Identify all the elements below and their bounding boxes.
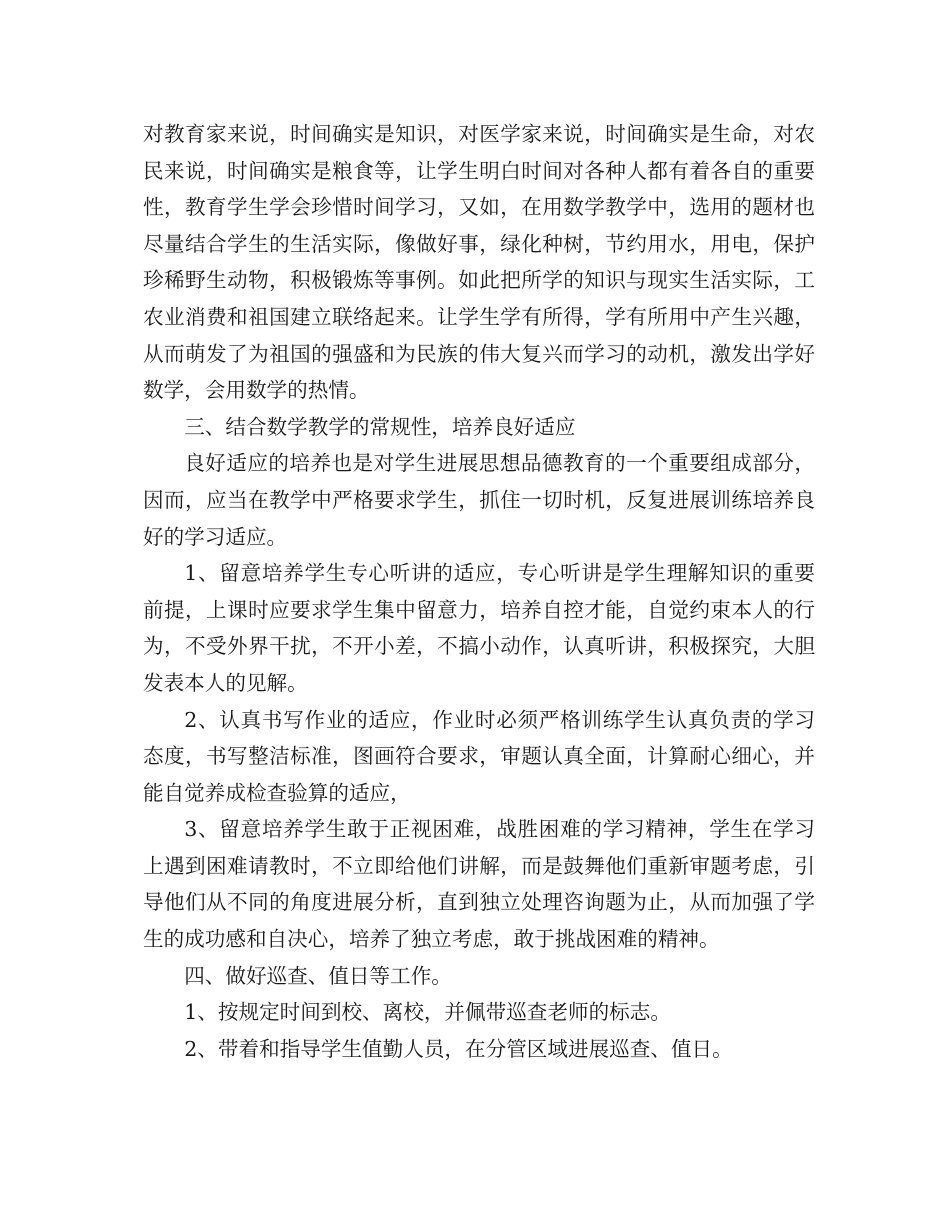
list-item-listening: 1、留意培养学生专心听讲的适应，专心听讲是学生理解知识的重要前提，上课时应要求学生集中留意力，培养自控才能，自觉约束本人的行为，不受外界干扰，不开小差，不搞小动作，认真听讲，积极探究，大胆发表本人的见解。 xyxy=(143,561,815,695)
paragraph-habits-intro: 良好适应的培养也是对学生进展思想品德教育的一个重要组成部分，因而，应当在教学中严格要求学生，抓住一切时机，反复进展训练培养良好的学习适应。 xyxy=(143,451,815,549)
list-item-schedule: 1、按规定时间到校、离校，并佩带巡查老师的标志。 xyxy=(184,1000,671,1025)
paragraph-continuation: 对教育家来说，时间确实是知识，对医学家来说，时间确实是生命，对农民来说，时间确实是粮食等，让学生明白时间对各种人都有着各自的重要性，教育学生学会珍惜时间学习，又如，在用数学教学中，选用的题材也尽量结合学生的生活实际，像做好事，绿化种树，节约用水，用电，保护珍稀野生动物，积极锻炼等事例。如此把所学的知识与现实生活实际，工农业消费和祖国建立联络起来。让学生学有所得，学有所用中产生兴趣，从而萌发了为祖国的强盛和为民族的伟大复兴而学习的动机，激发出学好数学，会用数学的热情。 xyxy=(143,122,815,403)
list-item-homework: 2、认真书写作业的适应，作业时必须严格训练学生认真负责的学习态度，书写整洁标准，图画符合要求，审题认真全面，计算耐心细心，并能自觉养成检查验算的适应， xyxy=(143,707,815,805)
section-heading-4: 四、做好巡查、值日等工作。 xyxy=(184,963,452,988)
list-item-patrol: 2、带着和指导学生值勤人员，在分管区域进展巡查、值日。 xyxy=(184,1036,733,1061)
document-body xyxy=(143,116,815,1067)
list-item-difficulty: 3、留意培养学生敢于正视困难，战胜困难的学习精神，学生在学习上遇到困难请教时，不立即给他们讲解，而是鼓舞他们重新审题考虑，引导他们从不同的角度进展分析，直到独立处理咨询题为止，从而加强了学生的成功感和自决心，培养了独立考虑，敢于挑战困难的精神。 xyxy=(143,817,815,952)
section-heading-3: 三、结合数学教学的常规性，培养良好适应 xyxy=(184,414,576,439)
